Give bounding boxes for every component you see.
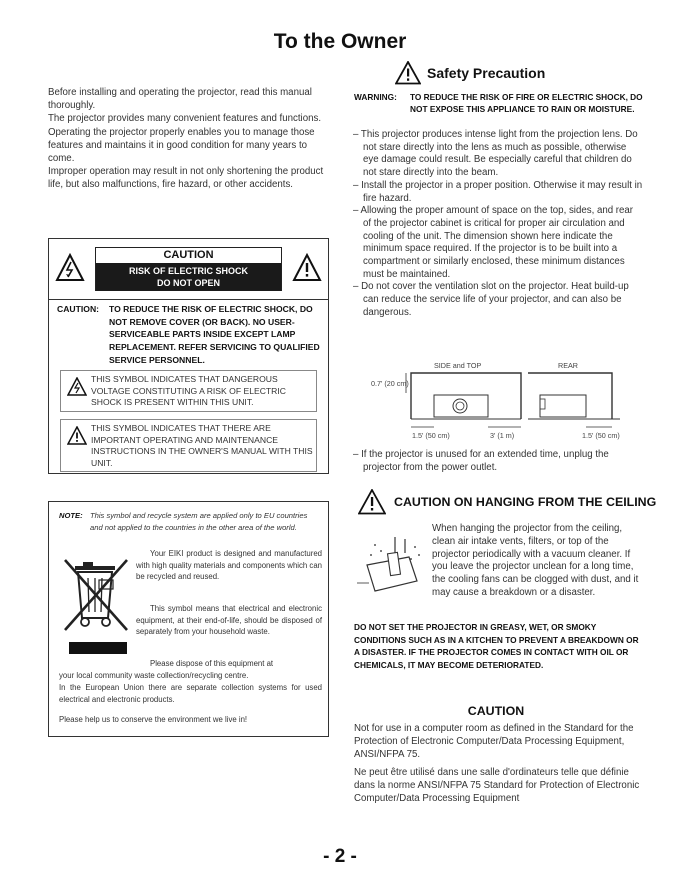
ceiling-caution-title: CAUTION ON HANGING FROM THE CEILING — [394, 495, 657, 509]
caution-label-band — [96, 263, 281, 291]
safety-precaution-heading — [395, 61, 565, 85]
intro-paragraph: The projector provides many convenient features and functions. Operating the projector properly enables you to manage those features and maintains it in good condition for many years to come. — [48, 113, 322, 165]
symbol-explanation — [60, 419, 317, 472]
caution-label — [95, 247, 282, 291]
caution-box — [48, 238, 329, 474]
safety-bullet: – Install the projector in a proper position. Otherwise it may result in fire hazard. — [353, 179, 643, 204]
symbol-explanation-text: THIS SYMBOL INDICATES THAT THERE ARE IMPORTANT OPERATING AND MAINTENANCE INSTRUCTIONS IN THE OWNER'S MANUAL WITH THIS UNIT. — [91, 423, 313, 468]
eu-note-label: NOTE: — [59, 511, 83, 520]
symbol-explanation-text: THIS SYMBOL INDICATES THAT DANGEROUS VOLTAGE CONSTITUTING A RISK OF ELECTRIC SHOCK IS PRESENT WITHIN THIS UNIT. — [91, 374, 286, 408]
caution-label-line: RISK OF ELECTRIC SHOCK — [128, 266, 248, 276]
eu-recycle-notice — [48, 501, 329, 737]
exclamation-warning-icon — [358, 489, 386, 515]
crossed-out-bin-icon — [61, 554, 137, 658]
symbol-explanation — [60, 370, 317, 412]
safety-precaution-title: Safety Precaution — [427, 65, 546, 81]
eu-paragraph: your local community waste collection/recycling centre. — [59, 671, 249, 680]
page-number: - 2 - — [323, 846, 357, 867]
vacuum-cleaning-illustration — [357, 537, 429, 603]
warning-body: TO REDUCE THE RISK OF FIRE OR ELECTRIC SHOCK, DO NOT EXPOSE THIS APPLIANCE TO RAIN OR MOISTURE. — [410, 92, 643, 115]
eu-paragraph: In the European Union there are separate collection systems for used electrical and electronic products. — [59, 683, 322, 704]
computer-room-caution-french: Ne peut être utilisé dans une salle d'ordinateurs telle que définie dans la norme ANSI/NFPA 75 Standard for Protection of Electronic Computer/Data Processing Equipment — [354, 767, 640, 804]
caution-label-heading: CAUTION — [163, 249, 214, 261]
ceiling-caution-heading — [358, 489, 657, 515]
fire-shock-warning — [354, 91, 644, 116]
intro-paragraph: Before installing and operating the projector, read this manual thoroughly. — [48, 87, 312, 112]
intro-text — [48, 86, 328, 192]
front-gap-label: 3' (1 m) — [490, 431, 515, 440]
caution-label-area — [49, 239, 328, 300]
clearance-diagram — [368, 359, 628, 444]
side-gap-label: 1.5' (50 cm) — [412, 431, 450, 440]
electric-shock-warning-icon — [67, 377, 87, 397]
safety-bullet: – If the projector is unused for an extended time, unplug the projector from the power outlet. — [353, 449, 609, 473]
intro-paragraph: Improper operation may result in not only shortening the product life, but also malfunctions, fire hazard, or other accidents. — [48, 166, 324, 191]
computer-room-caution-heading: CAUTION — [467, 704, 525, 718]
environment-warning: DO NOT SET THE PROJECTOR IN GREASY, WET, OR SMOKY CONDITIONS SUCH AS IN A KITCHEN TO PREVENT A BREAKDOWN OR A DISASTER. IF THE PROJECTOR COMES IN CONTACT WITH OIL OR CHEMICALS, IT MAY BECOME DETERIORATED. — [354, 622, 639, 671]
rear-gap-label: 1.5' (50 cm) — [582, 431, 620, 440]
caution-warning — [57, 303, 325, 367]
eu-paragraph: Your EIKI product is designed and manufactured with high quality materials and components which can be recycled and reused. — [136, 549, 322, 582]
ceiling-caution-text: When hanging the projector from the ceiling, clean air intake vents, filters, or top of the projector periodically with a vacuum cleaner. If you leave the projector unclean for a long time, the cooling fans can be clogged with dust, and it may cause a breakdown or a disaster. — [432, 523, 639, 598]
electric-shock-warning-icon — [55, 253, 85, 283]
safety-bullet-list — [353, 449, 643, 474]
eu-note — [59, 510, 321, 533]
caution-label-line: DO NOT OPEN — [156, 278, 220, 288]
safety-bullet: – Do not cover the ventilation slot on the projector. Heat build-up can reduce the service life of your projector, and can also be dangerous. — [353, 281, 629, 318]
eu-paragraph: Please help us to conserve the environment we live in! — [59, 715, 248, 724]
caution-warning-lead: CAUTION: — [57, 304, 100, 314]
exclamation-warning-icon — [67, 426, 87, 446]
exclamation-warning-icon — [292, 253, 322, 283]
computer-room-caution-english: Not for use in a computer room as defined in the Standard for the Protection of Electronic Computer/Data Processing Equipment, ANSI/NFPA 75. — [354, 723, 634, 760]
safety-bullet-list — [353, 129, 643, 320]
eu-paragraph: This symbol means that electrical and electronic equipment, at their end-of-life, should be disposed of separately from your household waste. — [136, 604, 322, 637]
top-gap-label: 0.7' (20 cm) — [371, 379, 409, 388]
side-top-label: SIDE and TOP — [434, 361, 482, 370]
exclamation-warning-icon — [395, 61, 421, 85]
page-title: To the Owner — [273, 30, 407, 53]
safety-bullet: – This projector produces intense light from the projection lens. Do not stare directly into the lens as much as possible, otherwise eye damage could result. Be especially careful that children do not stare directly into the beam. — [353, 129, 638, 179]
rear-label: REAR — [558, 361, 578, 370]
caution-warning-body: TO REDUCE THE RISK OF ELECTRIC SHOCK, DO NOT REMOVE COVER (OR BACK). NO USER-SERVICEABLE PARTS INSIDE EXCEPT LAMP REPLACEMENT. REFER SERVICING TO QUALIFIED SERVICE PERSONNEL. — [109, 304, 320, 365]
eu-paragraph: Please dispose of this equipment at — [150, 659, 274, 668]
warning-label: WARNING: — [354, 92, 397, 102]
eu-note-body: This symbol and recycle system are applied only to EU countries and not applied to the countries in the other area of the world. — [90, 511, 308, 532]
safety-bullet: – Allowing the proper amount of space on the top, sides, and rear of the projector cabinet is critical for proper air circulation and cooling of the unit. The dimension shown here indicate the minimum space required. If the projector is to be built into a compartment or similarly enclosed, these minimum distances must be maintained. — [353, 205, 634, 280]
